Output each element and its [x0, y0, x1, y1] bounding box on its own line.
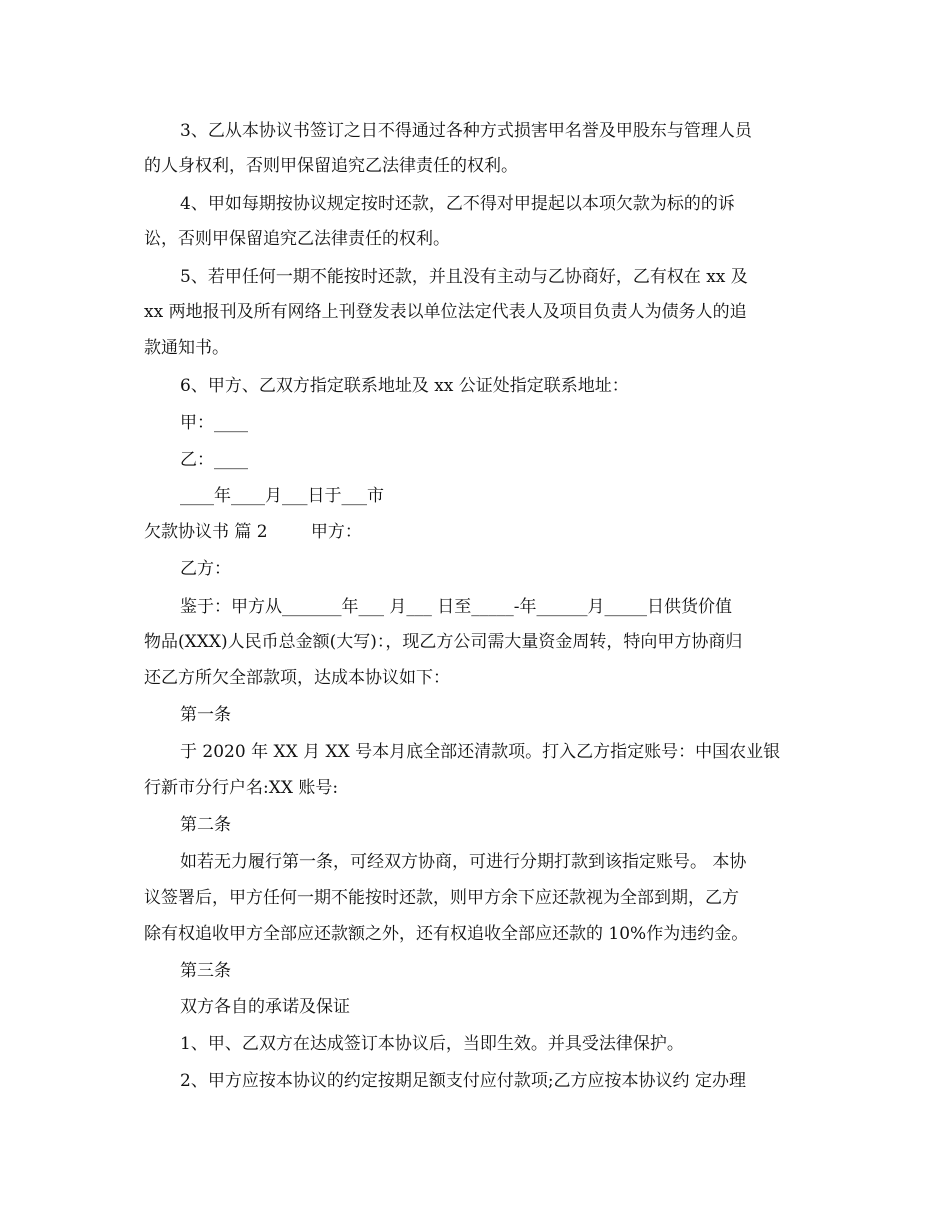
- party-b-label: 乙方：: [180, 559, 231, 579]
- date-place-line: ____年____月___日于___市: [180, 486, 384, 506]
- article-3-item-1: 1、甲、乙双方在达成签订本协议后，当即生效。并具受法律保护。: [180, 1034, 684, 1054]
- clause-5-line-3: 款通知书。: [144, 338, 229, 358]
- article-1-line-2: 行新市分行户名:XX 账号:: [144, 778, 339, 798]
- article-1-heading: 第一条: [180, 705, 231, 725]
- whereas-line-1: 鉴于：甲方从_______年___ 月___ 日至_____-年______月_____日供货价值: [180, 597, 733, 617]
- article-2-heading: 第二条: [180, 815, 231, 835]
- party-a-address: 甲：____: [180, 413, 248, 433]
- clause-6-line-1: 6、甲方、乙双方指定联系地址及 xx 公证处指定联系地址：: [180, 376, 629, 396]
- party-b-address: 乙：____: [180, 450, 248, 470]
- clause-3-line-2: 的人身权利，否则甲保留追究乙法律责任的权利。: [144, 156, 518, 176]
- clause-4-line-2: 讼，否则甲保留追究乙法律责任的权利。: [144, 229, 450, 249]
- clause-5-line-2: xx 两地报刊及所有网络上刊登发表以单位法定代表人及项目负责人为债务人的追: [144, 302, 747, 322]
- article-3-heading: 第三条: [180, 961, 231, 981]
- article-2-line-2: 议签署后，甲方任何一期不能按时还款，则甲方余下应还款视为全部到期，乙方: [144, 888, 739, 908]
- whereas-line-2: 物品(XXX)人民币总金额(大写)：，现乙方公司需大量资金周转，特向甲方协商归: [144, 632, 743, 652]
- article-3-subtitle: 双方各自的承诺及保证: [180, 997, 350, 1017]
- clause-5-line-1: 5、若甲任何一期不能按时还款，并且没有主动与乙协商好，乙有权在 xx 及: [180, 267, 748, 287]
- whereas-line-3: 还乙方所欠全部款项，达成本协议如下：: [144, 668, 450, 688]
- clause-4-line-1: 4、甲如每期按协议规定按时还款，乙不得对甲提起以本项欠款为标的的诉: [180, 194, 735, 214]
- article-3-item-2: 2、甲方应按本协议的约定按期足额支付应付款项;乙方应按本协议约 定办理: [180, 1071, 746, 1091]
- article-2-line-1: 如若无力履行第一条，可经双方协商，可进行分期打款到该指定账号。 本协: [180, 852, 747, 872]
- article-2-line-3: 除有权追收甲方全部应还款额之外，还有权追收全部应还款的 10%作为违约金。: [144, 924, 749, 944]
- section-2-heading: 欠款协议书 篇 2 甲方：: [144, 522, 362, 542]
- clause-3-line-1: 3、乙从本协议书签订之日不得通过各种方式损害甲名誉及甲股东与管理人员: [180, 121, 752, 141]
- article-1-line-1: 于 2020 年 XX 月 XX 号本月底全部还清款项。打入乙方指定账号：中国农业银: [180, 742, 781, 762]
